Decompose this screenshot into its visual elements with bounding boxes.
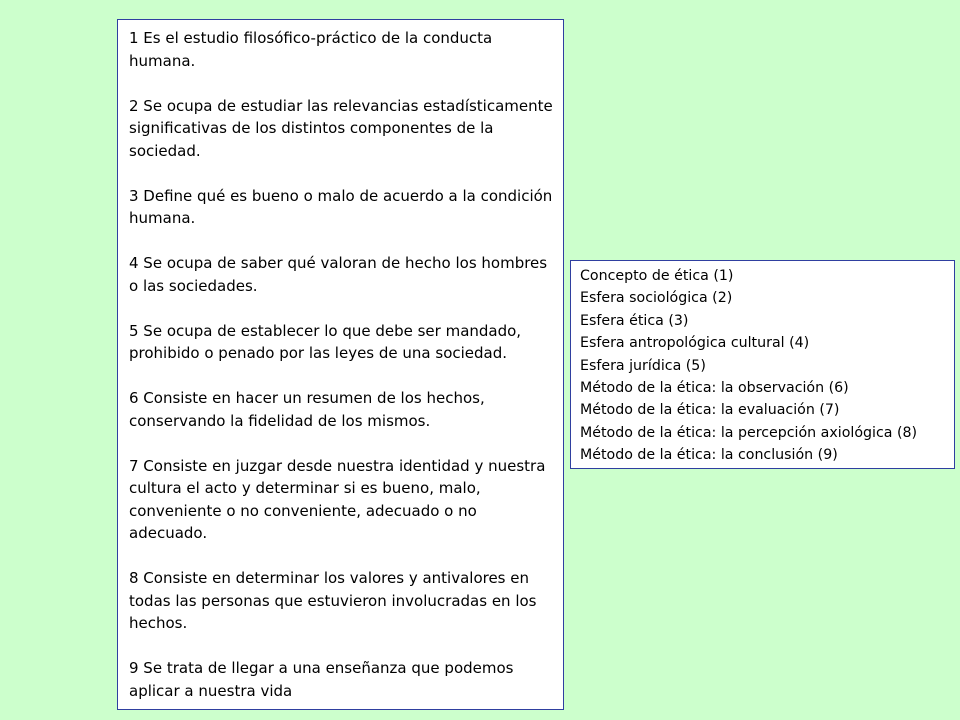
concept-6: Método de la ética: la observación (6) — [580, 380, 849, 397]
definition-7: 7 Consiste en juzgar desde nuestra identidad y nuestra cultura el acto y determinar si es bueno, malo, conveniente o no conveniente, adecuado o no adecuado. — [129, 456, 546, 542]
definition-9: 9 Se trata de llegar a una enseñanza que podemos aplicar a nuestra vida — [129, 659, 514, 700]
concept-7: Método de la ética: la evaluación (7) — [580, 402, 840, 419]
definition-8: 8 Consiste en determinar los valores y antivalores en todas las personas que estuvieron involucradas en los hechos. — [129, 569, 537, 632]
concept-3: Esfera ética (3) — [580, 312, 689, 329]
concepts-box — [570, 260, 955, 469]
definition-4: 4 Se ocupa de saber qué valoran de hecho los hombres o las sociedades. — [129, 254, 548, 295]
definition-6: 6 Consiste en hacer un resumen de los hechos, conservando la fidelidad de los mismos. — [129, 389, 485, 430]
concept-1: Concepto de ética (1) — [580, 268, 734, 284]
definition-2: 2 Se ocupa de estudiar las relevancias estadísticamente significativas de los distintos componentes de la sociedad. — [129, 96, 553, 160]
definition-3: 3 Define qué es bueno o malo de acuerdo a la condición humana. — [129, 186, 553, 227]
concept-8: Método de la ética: la percepción axiológica (8) — [580, 424, 918, 441]
concept-9: Método de la ética: la conclusión (9) — [580, 447, 838, 464]
concept-4: Esfera antropológica cultural (4) — [580, 335, 810, 352]
concept-5: Esfera jurídica (5) — [580, 357, 706, 374]
definitions-box — [117, 19, 564, 710]
definition-5: 5 Se ocupa de establecer lo que debe ser mandado, prohibido o penado por las leyes de una sociedad. — [129, 321, 522, 362]
concept-2: Esfera sociológica (2) — [580, 290, 733, 307]
definition-1: 1 Es el estudio filosófico-práctico de la conducta humana. — [129, 29, 493, 70]
